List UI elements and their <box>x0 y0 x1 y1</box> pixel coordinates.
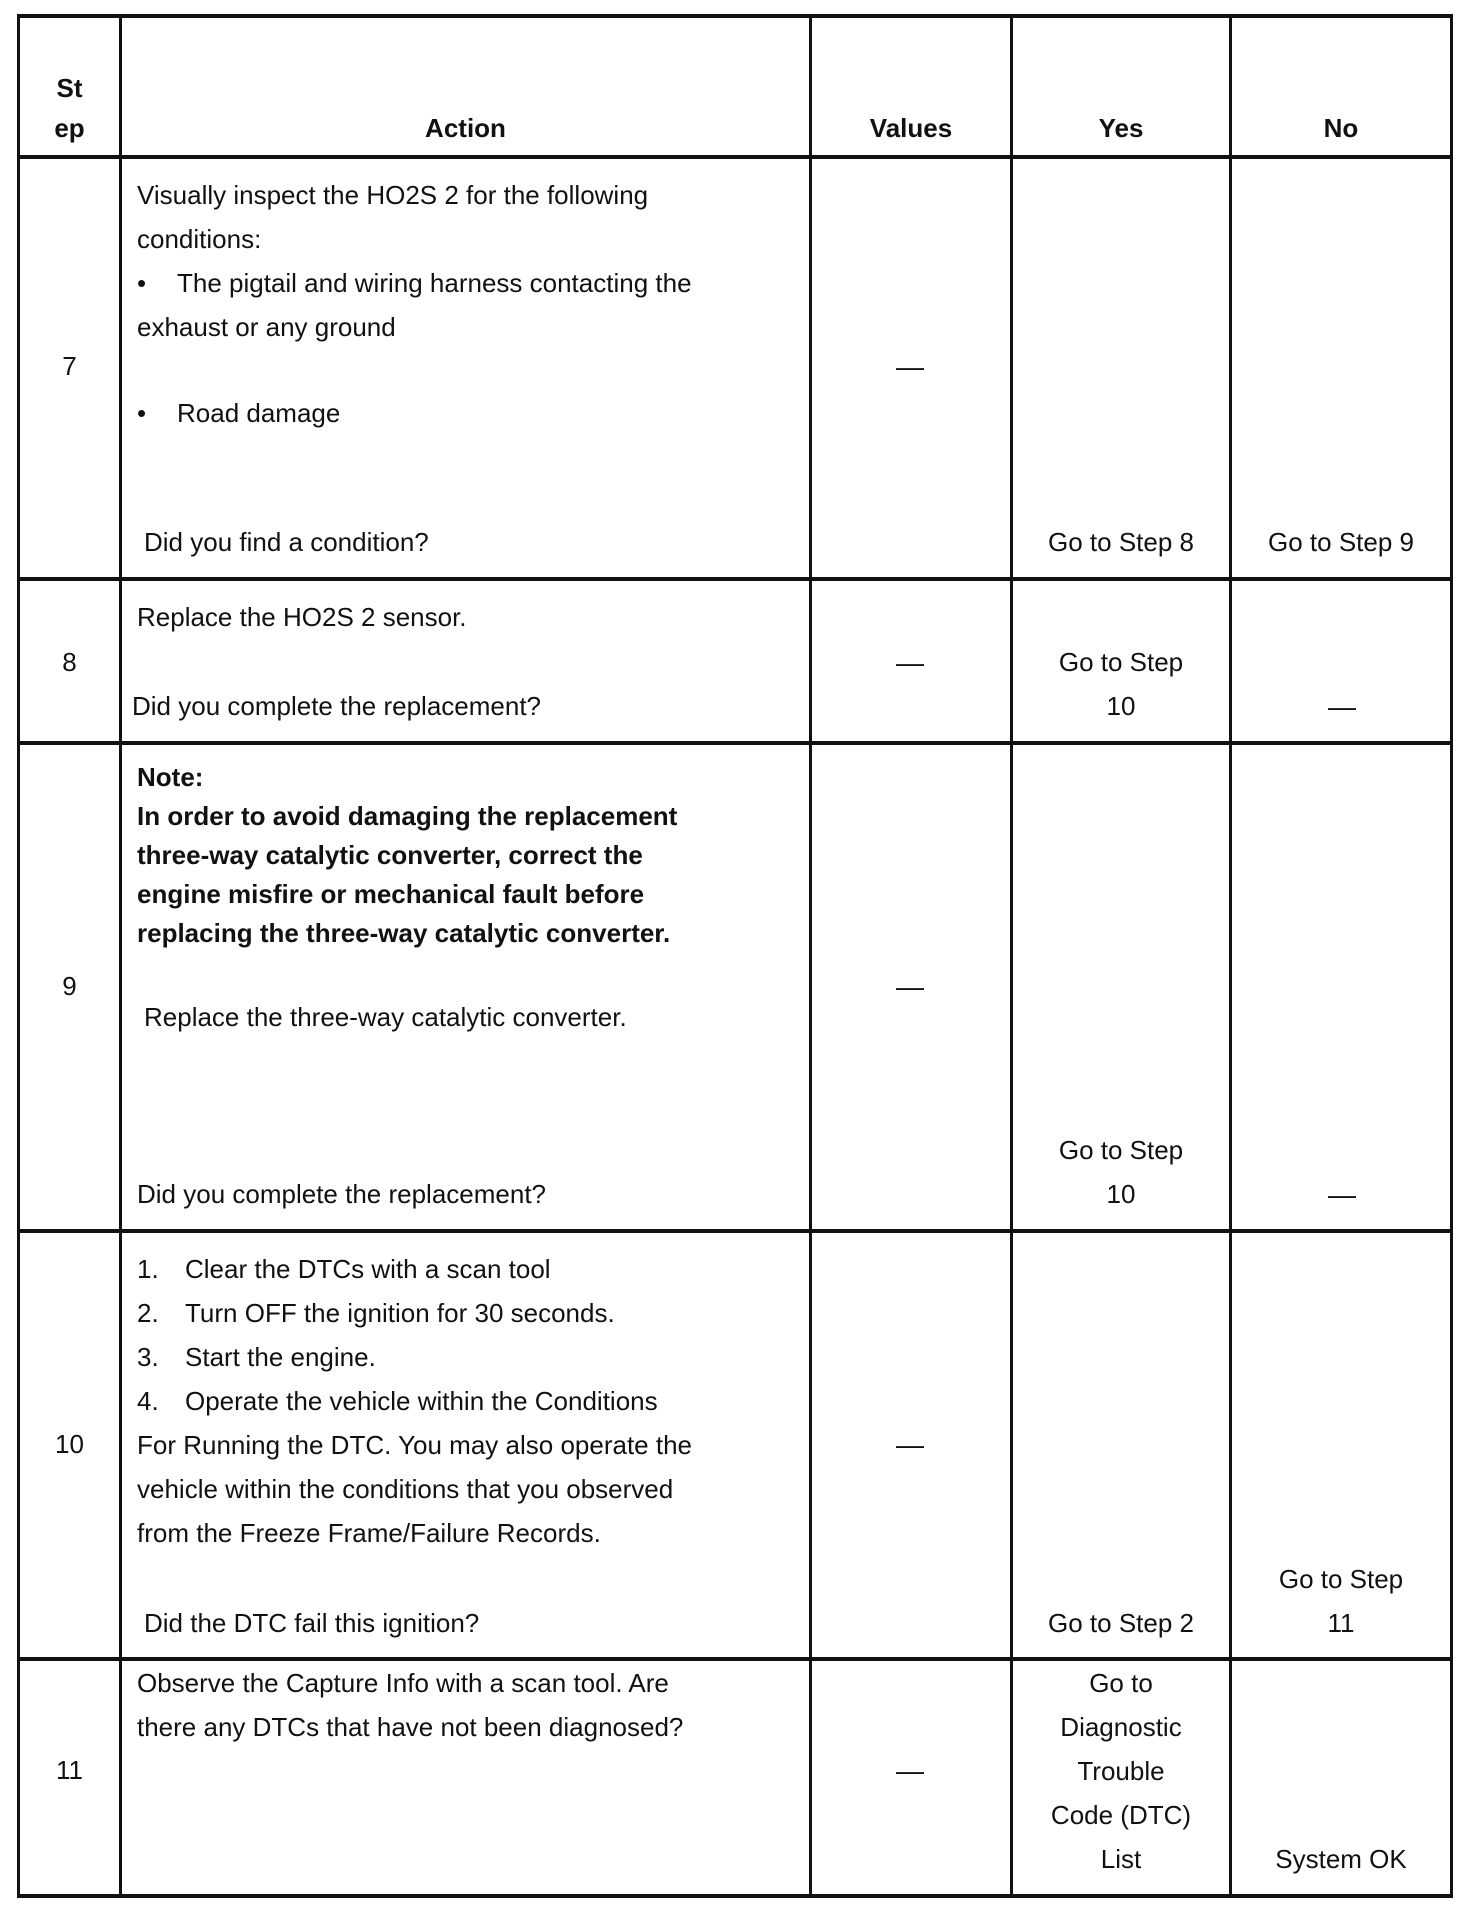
yes-result <box>1013 1661 1229 1881</box>
column-divider <box>809 14 812 1898</box>
header-divider <box>17 155 1453 159</box>
question-text: Did you complete the replacement? <box>132 691 542 721</box>
action-text <box>137 1247 797 1555</box>
item-text: Operate the vehicle within the Conditions <box>185 1386 658 1416</box>
action-text: Replace the three-way catalytic converter. <box>144 1002 627 1032</box>
header-step-line: St <box>56 73 83 103</box>
action-line: conditions: <box>137 224 262 254</box>
yes-result: Go to Step 8 <box>1048 527 1194 557</box>
item-number: 4. <box>137 1386 159 1416</box>
row-divider <box>17 1229 1453 1233</box>
table-border-bottom <box>17 1894 1453 1898</box>
step-number: 8 <box>62 647 77 677</box>
yes-result-line: 10 <box>1106 1179 1136 1209</box>
yes-result-line: Trouble <box>1077 1756 1165 1786</box>
table-border-left <box>17 14 20 1898</box>
table-border-top <box>17 14 1453 18</box>
step-number: 7 <box>62 351 77 381</box>
yes-result-line: Code (DTC) <box>1050 1800 1192 1830</box>
item-number: 3. <box>137 1342 159 1372</box>
action-line: from the Freeze Frame/Failure Records. <box>137 1518 601 1548</box>
action-line: there any DTCs that have not been diagnosed? <box>137 1712 684 1742</box>
header-step-line: ep <box>54 113 85 143</box>
yes-result <box>1013 640 1229 728</box>
bullet-item <box>137 391 797 435</box>
note-label: Note: <box>137 762 204 792</box>
yes-result-line: Go to <box>1089 1668 1153 1698</box>
numbered-item <box>137 1335 797 1379</box>
note-line: In order to avoid damaging the replacement <box>137 801 678 831</box>
yes-result: Go to Step 2 <box>1048 1608 1194 1638</box>
yes-result-line: 10 <box>1106 691 1136 721</box>
numbered-item <box>137 1247 797 1291</box>
yes-result-line: Go to Step <box>1058 1135 1184 1165</box>
note-line: engine misfire or mechanical fault before <box>137 879 645 909</box>
question-text: Did you find a condition? <box>144 527 429 557</box>
item-text: Turn OFF the ignition for 30 seconds. <box>185 1298 615 1328</box>
action-text: Replace the HO2S 2 sensor. <box>137 602 467 632</box>
yes-result-line: Go to Step <box>1058 647 1184 677</box>
no-result: — <box>1328 691 1356 722</box>
header-values: Values <box>869 113 953 143</box>
bullet-text: Road damage <box>177 398 341 428</box>
row-divider <box>17 577 1453 581</box>
action-text <box>137 173 797 435</box>
values-dash: — <box>896 1429 924 1460</box>
no-result: System OK <box>1275 1844 1407 1874</box>
action-line: Visually inspect the HO2S 2 for the following <box>137 180 649 210</box>
no-result-line: 11 <box>1327 1608 1355 1638</box>
bullet-text: The pigtail and wiring harness contacting the <box>177 268 692 298</box>
values-dash: — <box>896 1755 924 1786</box>
step-number: 10 <box>55 1429 84 1459</box>
numbered-item <box>137 1379 797 1423</box>
action-text <box>137 1661 797 1749</box>
action-line: For Running the DTC. You may also operate the <box>137 1430 692 1460</box>
question-text: Did you complete the replacement? <box>137 1179 547 1209</box>
row-divider <box>17 741 1453 745</box>
yes-result-line: List <box>1100 1844 1142 1874</box>
note-block <box>137 758 797 953</box>
step-number: 11 <box>56 1755 83 1785</box>
bullet-item <box>137 261 797 305</box>
no-result: — <box>1328 1179 1356 1210</box>
values-dash: — <box>896 647 924 678</box>
note-line: replacing the three-way catalytic converter. <box>137 918 671 948</box>
numbered-item <box>137 1291 797 1335</box>
bullet-mark: • <box>137 268 147 298</box>
values-dash: — <box>896 971 924 1002</box>
action-line: Observe the Capture Info with a scan tool. Are <box>137 1668 669 1698</box>
table-border-right <box>1450 14 1453 1898</box>
header-action: Action <box>425 113 506 143</box>
yes-result <box>1013 1128 1229 1216</box>
action-line: exhaust or any ground <box>137 312 396 342</box>
bullet-mark: • <box>137 398 147 428</box>
question-text: Did the DTC fail this ignition? <box>144 1608 480 1638</box>
header-yes: Yes <box>1098 113 1144 143</box>
item-text: Clear the DTCs with a scan tool <box>185 1254 551 1284</box>
item-text: Start the engine. <box>185 1342 376 1372</box>
values-dash: — <box>896 351 924 382</box>
column-divider <box>119 14 122 1898</box>
no-result <box>1232 1557 1450 1645</box>
action-line: vehicle within the conditions that you observed <box>137 1474 674 1504</box>
note-line: three-way catalytic converter, correct the <box>137 840 643 870</box>
item-number: 2. <box>137 1298 159 1328</box>
header-no: No <box>1323 113 1359 143</box>
item-number: 1. <box>137 1254 159 1284</box>
yes-result-line: Diagnostic <box>1060 1712 1182 1742</box>
no-result: Go to Step 9 <box>1268 527 1414 557</box>
step-number: 9 <box>62 971 77 1001</box>
header-step <box>20 68 119 148</box>
no-result-line: Go to Step <box>1278 1564 1404 1594</box>
